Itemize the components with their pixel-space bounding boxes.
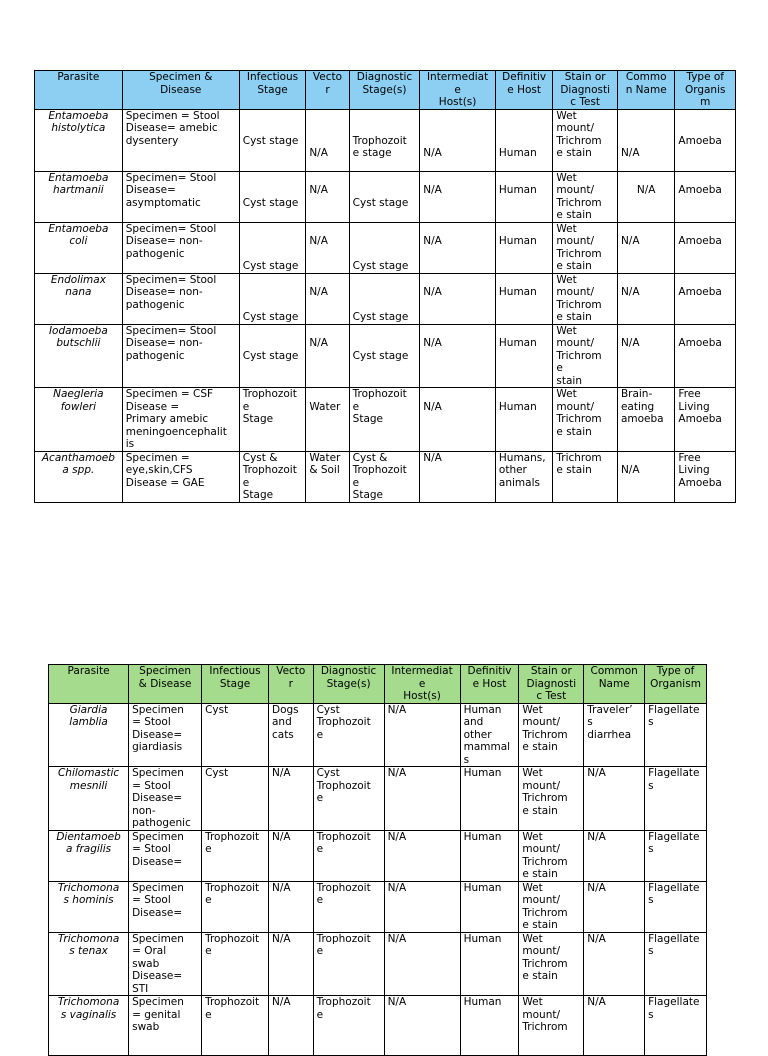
table-row <box>49 767 707 831</box>
definitive-cell: Human <box>495 222 552 273</box>
infectious-cell: Trophozoit e <box>202 932 269 996</box>
header-common-name: Commo n Name <box>617 71 674 110</box>
stain-cell: Wet mount/ Trichrom e stain <box>553 171 618 222</box>
stain-cell: Trichrom e stain <box>553 451 618 502</box>
header-infectious-stage: Infectious Stage <box>239 71 306 110</box>
specimen-cell: Specimen = Stool Disease= <box>129 881 202 932</box>
intermediate-cell: N/A <box>384 830 460 881</box>
common-name-cell: N/A <box>617 109 674 171</box>
specimen-cell: Specimen = eye,skin,CFS Disease = GAE <box>122 451 239 502</box>
diagnostic-cell: Cyst stage <box>349 273 420 324</box>
vector-cell: N/A <box>268 881 313 932</box>
infectious-cell: Trophozoit e <box>202 996 269 1056</box>
diagnostic-cell: Cyst Trophozoit e <box>313 703 384 767</box>
parasite-cell: Giardia lamblia <box>49 703 129 767</box>
header-intermediate-host: Intermediat e Host(s) <box>384 665 460 704</box>
header-definitive-host: Definitiv e Host <box>460 665 519 704</box>
parasite-cell: Entamoeba coli <box>35 222 123 273</box>
common-name-cell: N/A <box>584 767 645 831</box>
header-specimen-disease: Specimen & Disease <box>122 71 239 110</box>
vector-cell: N/A <box>268 932 313 996</box>
vector-cell: N/A <box>306 324 349 388</box>
header-organism-type: Type of Organism <box>645 665 707 704</box>
stain-cell: Wet mount/ Trichrom e stain <box>519 703 584 767</box>
stain-cell: Wet mount/ Trichrom e stain <box>519 767 584 831</box>
infectious-cell: Trophozoit e <box>202 881 269 932</box>
table-row <box>35 171 736 222</box>
parasite-cell: Entamoeba histolytica <box>35 109 123 171</box>
specimen-cell: Specimen= Stool Disease= non- pathogenic <box>122 222 239 273</box>
infectious-cell: Cyst stage <box>239 171 306 222</box>
type-cell: Free Living Amoeba <box>675 451 736 502</box>
definitive-cell: Humans, other animals <box>495 451 552 502</box>
definitive-cell: Human <box>495 109 552 171</box>
vector-cell: Water & Soil <box>306 451 349 502</box>
parasite-cell: Iodamoeba butschlii <box>35 324 123 388</box>
common-name-cell: Traveler’ s diarrhea <box>584 703 645 767</box>
intermediate-cell: N/A <box>384 932 460 996</box>
amoeba-table <box>34 70 736 503</box>
intermediate-cell: N/A <box>420 324 496 388</box>
diagnostic-cell: Trophozoit e <box>313 830 384 881</box>
type-cell: Amoeba <box>675 273 736 324</box>
type-cell: Flagellate s <box>645 767 707 831</box>
common-name-cell: N/A <box>617 171 674 222</box>
infectious-cell: Cyst <box>202 767 269 831</box>
stain-cell: Wet mount/ Trichrom e stain <box>553 222 618 273</box>
intermediate-cell: N/A <box>420 109 496 171</box>
specimen-cell: Specimen= Stool Disease= non- pathogenic <box>122 324 239 388</box>
diagnostic-cell: Trophozoit e <box>313 881 384 932</box>
table-row <box>49 932 707 996</box>
specimen-cell: Specimen = CSF Disease = Primary amebic meningoencephalit is <box>122 388 239 452</box>
stain-cell: Wet mount/ Trichrom e stain <box>519 881 584 932</box>
header-specimen-disease: Specimen & Disease <box>129 665 202 704</box>
header-organism-type: Type of Organis m <box>675 71 736 110</box>
intermediate-cell: N/A <box>384 703 460 767</box>
type-cell: Flagellate s <box>645 703 707 767</box>
infectious-cell: Trophozoit e <box>202 830 269 881</box>
vector-cell: N/A <box>306 273 349 324</box>
header-vector: Vecto r <box>268 665 313 704</box>
definitive-cell: Human <box>495 324 552 388</box>
diagnostic-cell: Trophozoit e <box>313 932 384 996</box>
common-name-cell: N/A <box>584 932 645 996</box>
parasite-cell: Entamoeba hartmanii <box>35 171 123 222</box>
stain-cell: Wet mount/ Trichrom e stain <box>519 830 584 881</box>
parasite-cell: Acanthamoeb a spp. <box>35 451 123 502</box>
type-cell: Flagellate s <box>645 932 707 996</box>
common-name-cell: N/A <box>617 451 674 502</box>
specimen-cell: Specimen = Stool Disease= giardiasis <box>129 703 202 767</box>
specimen-cell: Specimen = Stool Disease= amebic dysentery <box>122 109 239 171</box>
type-cell: Flagellate s <box>645 830 707 881</box>
parasite-cell: Endolimax nana <box>35 273 123 324</box>
type-cell: Amoeba <box>675 324 736 388</box>
vector-cell: N/A <box>306 109 349 171</box>
vector-cell: N/A <box>268 830 313 881</box>
table-row <box>35 273 736 324</box>
common-name-cell: N/A <box>617 222 674 273</box>
table-row <box>49 881 707 932</box>
infectious-cell: Cyst stage <box>239 273 306 324</box>
type-cell: Free Living Amoeba <box>675 388 736 452</box>
infectious-cell: Cyst stage <box>239 109 306 171</box>
type-cell: Amoeba <box>675 171 736 222</box>
parasite-cell: Trichomona s hominis <box>49 881 129 932</box>
diagnostic-cell: Trophozoit e <box>313 996 384 1056</box>
diagnostic-cell: Cyst & Trophozoit e Stage <box>349 451 420 502</box>
diagnostic-cell: Trophozoit e stage <box>349 109 420 171</box>
type-cell: Flagellate s <box>645 881 707 932</box>
intermediate-cell: N/A <box>420 273 496 324</box>
diagnostic-cell: Cyst Trophozoit e <box>313 767 384 831</box>
specimen-cell: Specimen = Oral swab Disease= STI <box>129 932 202 996</box>
header-vector: Vecto r <box>306 71 349 110</box>
definitive-cell: Human and other mammal s <box>460 703 519 767</box>
parasite-cell: Chilomastic mesnili <box>49 767 129 831</box>
common-name-cell: N/A <box>584 830 645 881</box>
table-row <box>35 324 736 388</box>
intermediate-cell: N/A <box>384 996 460 1056</box>
header-diagnostic-stage: Diagnostic Stage(s) <box>349 71 420 110</box>
diagnostic-cell: Cyst stage <box>349 222 420 273</box>
infectious-cell: Cyst stage <box>239 222 306 273</box>
common-name-cell: Brain- eating amoeba <box>617 388 674 452</box>
table-row <box>35 109 736 171</box>
table-row <box>35 388 736 452</box>
vector-cell: N/A <box>268 996 313 1056</box>
parasite-cell: Trichomona s tenax <box>49 932 129 996</box>
table-row <box>35 222 736 273</box>
vector-cell: N/A <box>306 222 349 273</box>
header-diagnostic-stage: Diagnostic Stage(s) <box>313 665 384 704</box>
common-name-cell: N/A <box>584 881 645 932</box>
stain-cell: Wet mount/ Trichrom <box>519 996 584 1056</box>
infectious-cell: Cyst & Trophozoit e Stage <box>239 451 306 502</box>
table-row <box>35 451 736 502</box>
intermediate-cell: N/A <box>384 767 460 831</box>
intermediate-cell: N/A <box>420 388 496 452</box>
stain-cell: Wet mount/ Trichrom e stain <box>553 109 618 171</box>
common-name-cell: N/A <box>584 996 645 1056</box>
diagnostic-cell: Cyst stage <box>349 324 420 388</box>
vector-cell: N/A <box>306 171 349 222</box>
diagnostic-cell: Cyst stage <box>349 171 420 222</box>
common-name-cell: N/A <box>617 324 674 388</box>
table-row <box>49 830 707 881</box>
definitive-cell: Human <box>495 171 552 222</box>
specimen-cell: Specimen= Stool Disease= non- pathogenic <box>122 273 239 324</box>
infectious-cell: Trophozoit e Stage <box>239 388 306 452</box>
specimen-cell: Specimen = Stool Disease= <box>129 830 202 881</box>
diagnostic-cell: Trophozoit e Stage <box>349 388 420 452</box>
header-infectious-stage: Infectious Stage <box>202 665 269 704</box>
table-row <box>49 703 707 767</box>
intermediate-cell: N/A <box>420 451 496 502</box>
specimen-cell: Specimen = genital swab <box>129 996 202 1056</box>
flagellate-table <box>48 664 707 1056</box>
infectious-cell: Cyst <box>202 703 269 767</box>
infectious-cell: Cyst stage <box>239 324 306 388</box>
header-common-name: Common Name <box>584 665 645 704</box>
type-cell: Flagellate s <box>645 996 707 1056</box>
intermediate-cell: N/A <box>384 881 460 932</box>
header-parasite: Parasite <box>49 665 129 704</box>
stain-cell: Wet mount/ Trichrom e stain <box>553 388 618 452</box>
definitive-cell: Human <box>460 932 519 996</box>
specimen-cell: Specimen= Stool Disease= asymptomatic <box>122 171 239 222</box>
stain-cell: Wet mount/ Trichrom e stain <box>553 273 618 324</box>
header-definitive-host: Definitiv e Host <box>495 71 552 110</box>
intermediate-cell: N/A <box>420 222 496 273</box>
header-parasite: Parasite <box>35 71 123 110</box>
header-stain-test: Stain or Diagnosti c Test <box>519 665 584 704</box>
definitive-cell: Human <box>460 830 519 881</box>
table-row <box>49 996 707 1056</box>
type-cell: Amoeba <box>675 109 736 171</box>
definitive-cell: Human <box>460 996 519 1056</box>
definitive-cell: Human <box>460 767 519 831</box>
definitive-cell: Human <box>495 273 552 324</box>
vector-cell: N/A <box>268 767 313 831</box>
common-name-cell: N/A <box>617 273 674 324</box>
stain-cell: Wet mount/ Trichrom e stain <box>553 324 618 388</box>
parasite-cell: Naegleria fowleri <box>35 388 123 452</box>
definitive-cell: Human <box>495 388 552 452</box>
parasite-cell: Trichomona s vaginalis <box>49 996 129 1056</box>
header-stain-test: Stain or Diagnosti c Test <box>553 71 618 110</box>
intermediate-cell: N/A <box>420 171 496 222</box>
specimen-cell: Specimen = Stool Disease= non- pathogenic <box>129 767 202 831</box>
parasite-cell: Dientamoeb a fragilis <box>49 830 129 881</box>
vector-cell: Dogs and cats <box>268 703 313 767</box>
definitive-cell: Human <box>460 881 519 932</box>
header-intermediate-host: Intermediat e Host(s) <box>420 71 496 110</box>
stain-cell: Wet mount/ Trichrom e stain <box>519 932 584 996</box>
vector-cell: Water <box>306 388 349 452</box>
type-cell: Amoeba <box>675 222 736 273</box>
